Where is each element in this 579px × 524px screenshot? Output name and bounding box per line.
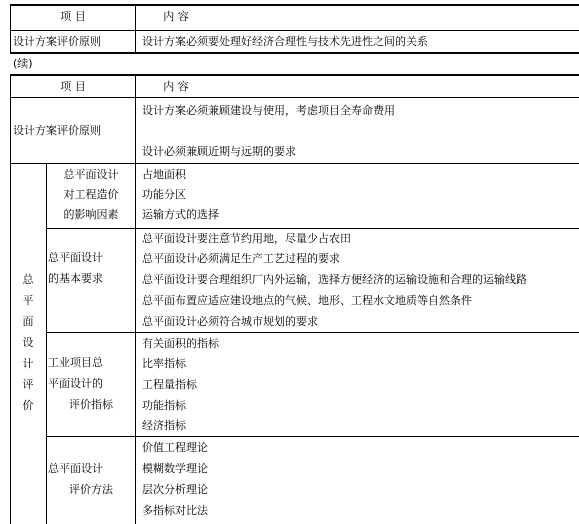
table1-row-content: 设计方案必须要处理好经济合理性与技术先进性之间的关系 <box>142 35 428 48</box>
group-content-line: 运输方式的选择 <box>142 208 219 221</box>
group-content-line: 功能分区 <box>142 188 186 201</box>
table1-top-border <box>10 4 579 6</box>
table2-top-border <box>10 74 579 76</box>
group-content-line: 总平面布置应适应建设地点的气候、地形、工程水文地质等自然条件 <box>142 294 472 307</box>
group-label-line: 平面设计的 <box>48 377 103 390</box>
group-label-line: 评价指标 <box>69 398 113 411</box>
table1-header-item: 项 目 <box>60 10 86 23</box>
group-label-char: 计 <box>22 357 34 370</box>
group-content-line: 占地面积 <box>142 168 186 181</box>
group-label-char: 总 <box>22 273 34 286</box>
principle-row-content: 设计方案必须兼顾建设与使用，考虑项目全寿命费用 <box>142 104 395 117</box>
table1-row-item: 设计方案评价原则 <box>13 35 101 48</box>
group-label-line: 的影响因素 <box>63 208 119 221</box>
group-label-char: 评 <box>22 378 34 391</box>
group-content-line: 总平面设计要注意节约用地，尽量少占农田 <box>142 232 351 245</box>
table2-row-divider <box>46 436 579 437</box>
table2-row-divider <box>46 228 579 229</box>
group-label-line: 总平面设计 <box>48 462 103 475</box>
principle-row-content: 设计必须兼顾近期与远期的要求 <box>142 145 296 158</box>
group-content-line: 总平面设计要合理组织厂内外运输，选择方便经济的运输设施和合理的运输线路 <box>142 273 527 286</box>
group-content-line: 总平面设计必须满足生产工艺过程的要求 <box>142 252 340 265</box>
group-label-line: 工业项目总 <box>48 356 103 369</box>
group-label-line: 评价方法 <box>69 483 113 496</box>
group-content-line: 功能指标 <box>142 399 186 412</box>
table2-header-item: 项 目 <box>60 80 86 93</box>
group-content-line: 经济指标 <box>142 419 186 432</box>
table2-header-content: 内 容 <box>163 80 189 93</box>
group-label-char: 平 <box>22 294 34 307</box>
group-label-char: 设 <box>22 336 34 349</box>
group-label-line: 总平面设计 <box>48 251 103 264</box>
group-label-line: 的基本要求 <box>48 272 103 285</box>
group-content-line: 总平面设计必须符合城市规划的要求 <box>142 315 318 328</box>
continued-label: (续) <box>13 57 33 70</box>
group-content-line: 工程量指标 <box>142 378 197 391</box>
table2-column-divider <box>135 74 136 524</box>
group-content-line: 模糊数学理论 <box>142 462 208 475</box>
principle-row-item: 设计方案评价原则 <box>13 124 101 137</box>
table1-header-divider <box>10 30 579 31</box>
table2-row-divider <box>10 163 579 164</box>
group-content-line: 有关面积的指标 <box>142 337 219 350</box>
table2-header-divider <box>10 97 579 98</box>
group-label-line: 对工程造价 <box>63 188 119 201</box>
table1-bottom-border <box>10 52 579 54</box>
group-content-line: 比率指标 <box>142 357 186 370</box>
group-label-line: 总平面设计 <box>63 168 119 181</box>
table2-left-border <box>10 74 11 524</box>
table1-header-content: 内 容 <box>163 10 189 23</box>
group-content-line: 价值工程理论 <box>142 441 208 454</box>
group-content-line: 层次分析理论 <box>142 483 208 496</box>
group-label-char: 价 <box>22 399 34 412</box>
table2-row-divider <box>46 332 579 333</box>
group-content-line: 多指标对比法 <box>142 504 208 517</box>
group-label-char: 面 <box>22 315 34 328</box>
